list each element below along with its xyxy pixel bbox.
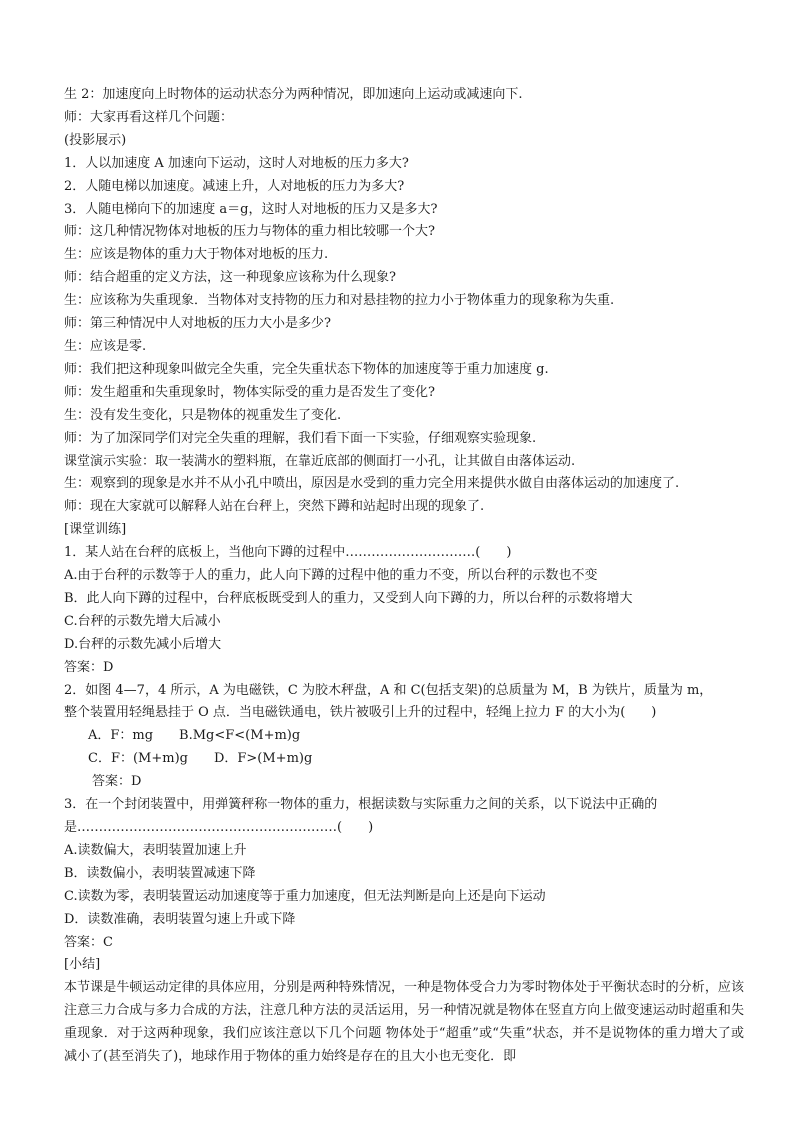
q2-answer: 答案：D	[92, 774, 142, 790]
q1-stem: 1．某人站在台秤的底板上，当他向下蹲的过程中…………………………( )	[64, 545, 512, 561]
q2-options-row1: A．F：mg B.Mg<F<(M+m)g	[88, 728, 301, 744]
dialogue-line: 生：观察到的现象是水并不从小孔中喷出，原因是水受到的重力完全用来提供水做自由落体运动的加速度了.	[64, 476, 680, 492]
q2-stem-cont: 整个装置用轻绳悬挂于 O 点．当电磁铁通电，铁片被吸引上升的过程中，轻绳上拉力 F 的大小为( )	[64, 705, 657, 721]
dialogue-line: 师：我们把这种现象叫做完全失重，完全失重状态下物体的加速度等于重力加速度 g.	[64, 361, 549, 377]
dialogue-line: 师：现在大家就可以解释人站在台秤上，突然下蹲和站起时出现的现象了.	[64, 499, 485, 515]
projection-label: (投影展示)	[64, 132, 127, 148]
practice-heading: [课堂训练]	[64, 522, 127, 538]
question-line: 1．人以加速度 A 加速向下运动，这时人对地板的压力多大?	[64, 155, 409, 171]
q3-option-a: A.读数偏大，表明装置加速上升	[64, 842, 247, 858]
dialogue-line: 师：这几种情况物体对地板的压力与物体的重力相比较哪一个大?	[64, 224, 435, 240]
question-line: 3．人随电梯向下的加速度 a＝g，这时人对地板的压力又是多大?	[64, 201, 438, 217]
q1-option-b: B．此人向下蹲的过程中，台秤底板既受到人的重力，又受到人向下蹲的力，所以台秤的示数将增大	[64, 590, 633, 606]
dialogue-line: 生 2：加速度向上时物体的运动状态分为两种情况，即加速向上运动或减速向下.	[64, 87, 523, 102]
document-page	[64, 84, 744, 1069]
dialogue-line: 生：没有发生变化，只是物体的视重发生了变化.	[64, 407, 342, 423]
q3-option-b: B．读数偏小，表明装置减速下降	[64, 865, 256, 881]
q1-answer: 答案：D	[64, 659, 114, 675]
dialogue-line: 师：为了加深同学们对完全失重的理解，我们看下面一下实验，仔细观察实验现象.	[64, 430, 537, 446]
summary-heading: [小结]	[64, 957, 101, 973]
dialogue-line: 生：应该是物体的重力大于物体对地板的压力.	[64, 247, 329, 263]
q3-option-c: C.读数为零，表明装置运动加速度等于重力加速度，但无法判断是向上还是向下运动	[64, 888, 546, 904]
q3-stem-cont: 是……………………………………………………( )	[64, 820, 374, 835]
summary-paragraph: 本节课是牛顿运动定律的具体应用，分别是两种特殊情况，一种是物体受合力为零时物体处于平衡状态时的分析，应该注意三力合成与多力合成的方法，注意几种方法的灵活运用，另一种情况就是物体在竖直方向上做变速运动时超重和失重现象．对于这两种现象，我们应该注意以下几个问题 物体处于“超重”或“失重”状态，并不是说物体的重力增大了或减小了(甚至消失了)，地球作用于物体的重力始终是存在的且大小也无变化．即	[64, 980, 744, 1065]
q1-option-d: D.台秤的示数先减小后增大	[64, 636, 222, 652]
dialogue-line: 师：发生超重和失重现象时，物体实际受的重力是否发生了变化?	[64, 384, 435, 400]
q3-answer: 答案：C	[64, 934, 113, 950]
q2-options-row2: C．F：(M+m)g D．F>(M+m)g	[88, 751, 313, 767]
q1-option-a: A.由于台秤的示数等于人的重力，此人向下蹲的过程中他的重力不变，所以台秤的示数也不变	[64, 568, 598, 584]
dialogue-line: 师：结合超重的定义方法，这一种现象应该称为什么现象?	[64, 270, 396, 286]
dialogue-line: 生：应该是零.	[64, 338, 147, 354]
dialogue-line: 生：应该称为失重现象．当物体对支持物的压力和对悬挂物的拉力小于物体重力的现象称为失重.	[64, 293, 615, 309]
dialogue-line: 师：大家再看这样几个问题：	[64, 109, 234, 125]
q3-stem: 3．在一个封闭装置中，用弹簧秤称一物体的重力，根据读数与实际重力之间的关系，以下说法中正确的	[64, 797, 658, 813]
question-line: 2．人随电梯以加速度。减速上升，人对地板的压力为多大?	[64, 178, 405, 194]
dialogue-line: 师：第三种情况中人对地板的压力大小是多少?	[64, 316, 331, 332]
experiment-line: 课堂演示实验：取一装满水的塑料瓶，在靠近底部的侧面打一小孔，让其做自由落体运动.	[64, 453, 576, 469]
q1-option-c: C.台秤的示数先增大后减小	[64, 613, 221, 629]
q3-option-d: D．读数准确，表明装置匀速上升或下降	[64, 911, 296, 927]
q2-stem: 2．如图 4—7，4 所示，A 为电磁铁，C 为胶木秤盘，A 和 C(包括支架)的总质量为 M，B 为铁片，质量为 m，	[64, 682, 713, 698]
